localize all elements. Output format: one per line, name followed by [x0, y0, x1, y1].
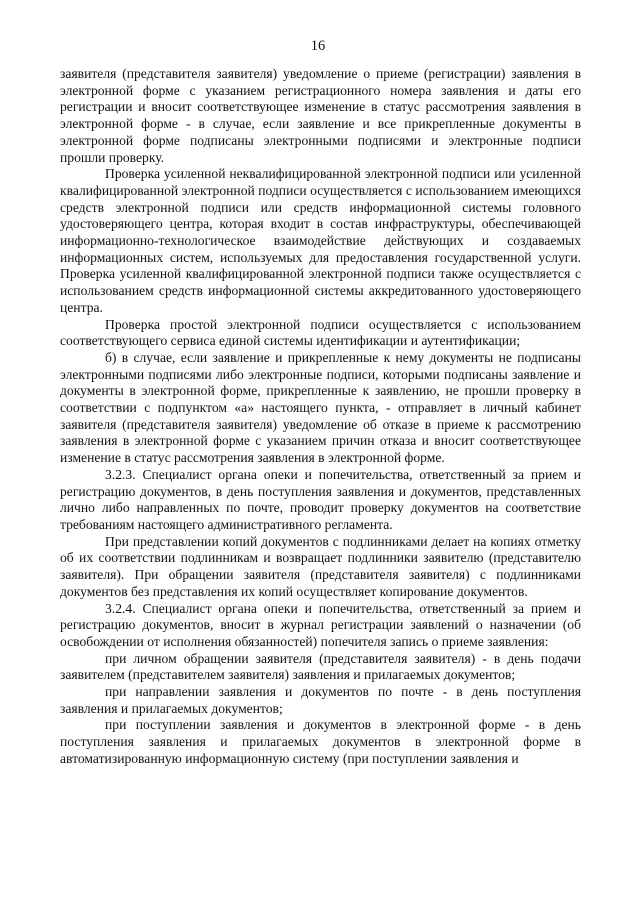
paragraph-simple-signature: Проверка простой электронной подписи осуществляется с использованием соответствующего сервиса единой системы идентификации и аутентификации;: [60, 316, 581, 349]
paragraph-by-post: при направлении заявления и документов по почте - в день поступления заявления и прилагаемых документов;: [60, 684, 581, 716]
paragraph-signature-verification: Проверка усиленной неквалифицированной электронной подписи или усиленной квалифицированной электронной подписи осуществляется с использованием имеющихся средств электронной подписи или средств информационной системы головного удостоверяющего центра, которая входит в состав инфраструктуры, обеспечивающей информационно-технологическое взаимодействие действующих и создаваемых информационных систем, используемых для предоставления государственной услуги. Проверка усиленной квалифицированной электронной подписи также осуществляется с использованием средств информационной системы аккредитованного удостоверяющего центра.: [60, 166, 581, 315]
paragraph-personal-appeal: при личном обращении заявителя (представителя заявителя) - в день подачи заявителем (представителем заявителя) заявления и прилагаемых документов;: [60, 650, 581, 683]
paragraph-electronic: при поступлении заявления и документов в электронной форме - в день поступления заявления и прилагаемых документов в электронной форме в автоматизированную информационную систему (при поступлении заявления и: [60, 717, 581, 766]
page-number: 16: [310, 38, 326, 54]
paragraph-continuation: заявителя (представителя заявителя) уведомление о приеме (регистрации) заявления в электронной форме с указанием регистрационного номера заявления и даты его регистрации и вносит соответствующее изменение в статус рассмотрения заявления в электронной форме - в случае, если заявление и все прикрепленные документы в электронной форме подписаны электронными подписями и электронные подписи прошли проверку.: [60, 66, 581, 165]
document-body: [60, 66, 581, 768]
paragraph-subitem-b: б) в случае, если заявление и прикрепленные к нему документы не подписаны электронными подписями либо электронные подписи, которыми подписаны заявление и документы в электронной форме, прикрепленные к заявлению, не прошли проверку в соответствии с подпунктом «а» настоящего пункта, - отправляет в личный кабинет заявителя (представителя заявителя) уведомление об отказе в приеме к рассмотрению заявления в электронной форме с указанием причин отказа и вносит соответствующее изменение в статус рассмотрения заявления в электронной форме.: [60, 349, 581, 466]
paragraph-3-2-3: 3.2.3. Специалист органа опеки и попечительства, ответственный за прием и регистрацию документов, в день поступления заявления и документов, представленных лично либо направленных по почте, проводит проверку документов на соответствие требованиям настоящего административного регламента.: [60, 466, 581, 532]
paragraph-3-2-4: 3.2.4. Специалист органа опеки и попечительства, ответственный за прием и регистрацию документов, вносит в журнал регистрации заявлений о назначении (об освобождении от исполнения обязанностей) попечителя запись о приеме заявления:: [60, 600, 581, 649]
paragraph-copies: При представлении копий документов с подлинниками делает на копиях отметку об их соответствии подлинникам и возвращает подлинники заявителю (представителю заявителя). При обращении заявителя (представителя заявителя) с подлинниками документов без представления их копий осуществляет копирование документов.: [60, 533, 581, 599]
